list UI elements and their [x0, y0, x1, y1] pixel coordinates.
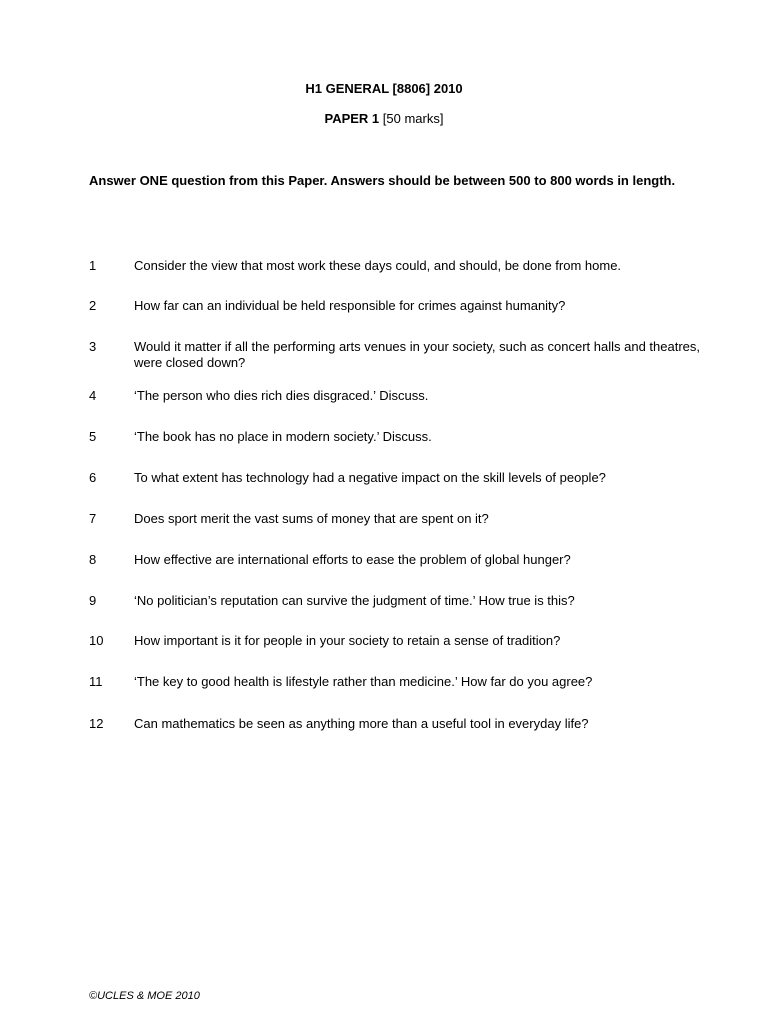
instructions: Answer ONE question from this Paper. Answers should be between 500 to 800 words in length.	[89, 173, 676, 188]
question-text: To what extent has technology had a negative impact on the skill levels of people?	[134, 470, 606, 485]
question-number: 3	[89, 339, 97, 354]
question-number: 4	[89, 388, 97, 403]
question-text: How effective are international efforts to ease the problem of global hunger?	[134, 552, 571, 567]
question-text: ‘No politician’s reputation can survive the judgment of time.’ How true is this?	[134, 593, 575, 608]
question-number: 1	[89, 258, 97, 273]
question-text: How important is it for people in your society to retain a sense of tradition?	[134, 633, 561, 648]
question-text: ‘The key to good health is lifestyle rather than medicine.’ How far do you agree?	[134, 674, 593, 689]
question-text: ‘The person who dies rich dies disgraced.’ Discuss.	[134, 388, 429, 403]
question-number: 11	[89, 674, 103, 689]
paper-label: PAPER 1	[324, 111, 380, 126]
question-text: How far can an individual be held responsible for crimes against humanity?	[134, 298, 566, 313]
question-number: 10	[89, 633, 104, 648]
copyright-footer: ©UCLES & MOE 2010	[89, 990, 200, 1002]
question-number: 8	[89, 552, 97, 567]
question-number: 5	[89, 429, 97, 444]
question-text: ‘The book has no place in modern society.’ Discuss.	[134, 429, 432, 444]
paper-marks: [50 marks]	[382, 111, 444, 126]
question-number: 2	[89, 298, 97, 313]
paper-subtitle	[0, 111, 768, 126]
question-number: 9	[89, 593, 97, 608]
question-number: 6	[89, 470, 97, 485]
question-number: 12	[89, 716, 104, 731]
question-text: Can mathematics be seen as anything more than a useful tool in everyday life?	[134, 716, 589, 731]
paper-title: H1 GENERAL [8806] 2010	[305, 81, 463, 96]
question-text: Would it matter if all the performing arts venues in your society, such as concert halls and theatres, were closed down?	[134, 339, 701, 370]
question-text: Does sport merit the vast sums of money that are spent on it?	[134, 511, 489, 526]
question-number: 7	[89, 511, 97, 526]
question-text: Consider the view that most work these days could, and should, be done from home.	[134, 258, 622, 273]
